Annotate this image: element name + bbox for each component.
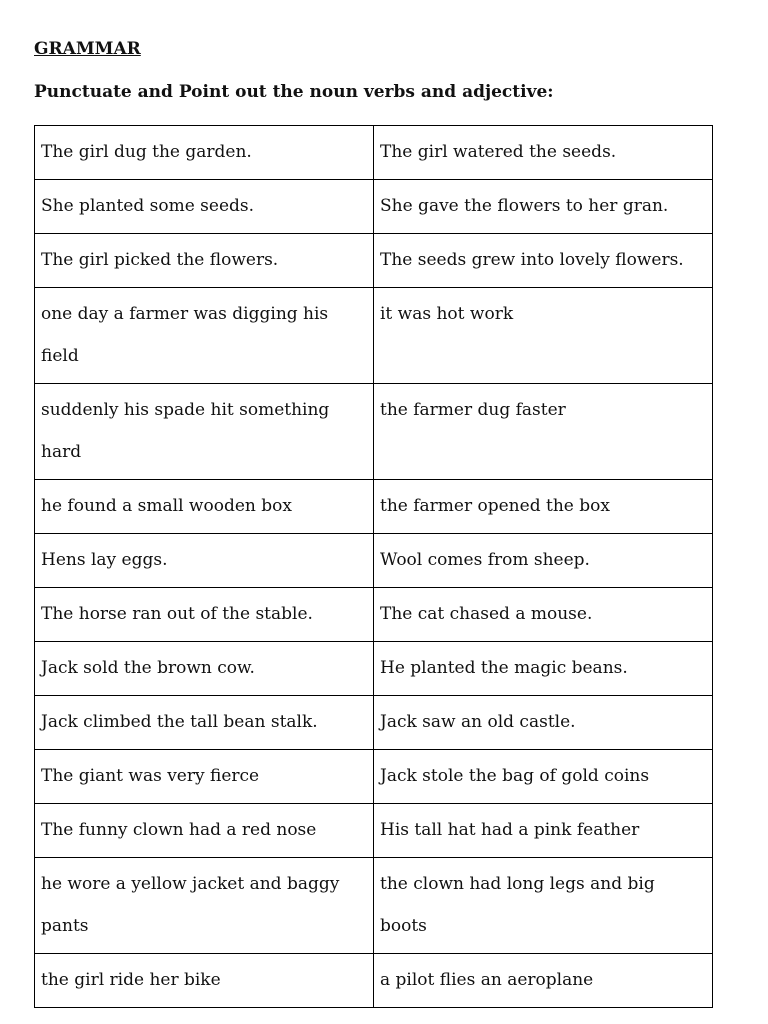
table-row [35, 126, 713, 180]
table-row [35, 750, 713, 804]
table-row [35, 480, 713, 534]
sentence-cell: he found a small wooden box [35, 480, 374, 534]
table-row [35, 234, 713, 288]
sentence-cell: The girl picked the flowers. [35, 234, 374, 288]
sentence-cell: he wore a yellow jacket and baggy pants [35, 858, 374, 954]
sentence-cell: The cat chased a mouse. [374, 588, 713, 642]
sentence-cell: The seeds grew into lovely flowers. [374, 234, 713, 288]
page-heading: GRAMMAR [34, 39, 141, 59]
table-row [35, 288, 713, 384]
table-row [35, 804, 713, 858]
sentence-cell: one day a farmer was digging his field [35, 288, 374, 384]
sentence-cell: it was hot work [374, 288, 713, 384]
table-row [35, 384, 713, 480]
table-row [35, 534, 713, 588]
sentence-cell: The girl watered the seeds. [374, 126, 713, 180]
sentence-cell: the farmer opened the box [374, 480, 713, 534]
table-row [35, 642, 713, 696]
table-row [35, 180, 713, 234]
sentence-cell: She planted some seeds. [35, 180, 374, 234]
sentence-cell: She gave the flowers to her gran. [374, 180, 713, 234]
sentence-cell: the clown had long legs and big boots [374, 858, 713, 954]
table-row [35, 954, 713, 1008]
sentence-cell: Jack saw an old castle. [374, 696, 713, 750]
sentence-cell: The horse ran out of the stable. [35, 588, 374, 642]
sentence-cell: The girl dug the garden. [35, 126, 374, 180]
table-row [35, 696, 713, 750]
sentence-cell: The funny clown had a red nose [35, 804, 374, 858]
table-row [35, 858, 713, 954]
sentence-cell: Jack sold the brown cow. [35, 642, 374, 696]
sentence-table [34, 125, 713, 1008]
sentence-cell: The giant was very fierce [35, 750, 374, 804]
instruction-text: Punctuate and Point out the noun verbs and adjective: [34, 82, 554, 102]
sentence-cell: the girl ride her bike [35, 954, 374, 1008]
sentence-cell: Jack climbed the tall bean stalk. [35, 696, 374, 750]
sentence-cell: His tall hat had a pink feather [374, 804, 713, 858]
sentence-cell: the farmer dug faster [374, 384, 713, 480]
sentence-cell: Jack stole the bag of gold coins [374, 750, 713, 804]
sentence-cell: Hens lay eggs. [35, 534, 374, 588]
sentence-cell: suddenly his spade hit something hard [35, 384, 374, 480]
sentence-cell: a pilot flies an aeroplane [374, 954, 713, 1008]
table-row [35, 588, 713, 642]
sentence-cell: He planted the magic beans. [374, 642, 713, 696]
sentence-cell: Wool comes from sheep. [374, 534, 713, 588]
